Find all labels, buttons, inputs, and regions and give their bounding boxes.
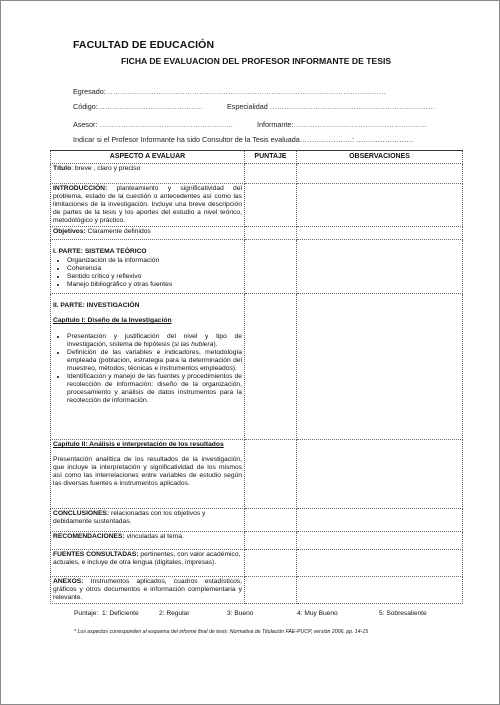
score-cell-anexos[interactable] xyxy=(245,577,297,604)
table-row-introduccion xyxy=(51,184,463,227)
egresado-label: Egresado: xyxy=(73,87,106,96)
list-item xyxy=(67,333,242,349)
especialidad-field xyxy=(227,102,435,111)
faculty-title: FACULTAD DE EDUCACIÓN xyxy=(73,39,215,51)
informante-dots: ……………………………………………….. xyxy=(293,120,427,129)
scale-item-1: 1: Deficiente xyxy=(102,610,139,617)
aspect-cell xyxy=(51,577,245,604)
header-aspecto: ASPECTO A EVALUAR xyxy=(51,151,245,164)
conclusiones-text: relacionadas con los objetivos y debidamente sustentadas. xyxy=(53,510,206,525)
cap2-text: Presentación analítica de los resultados de la investigación, que incluye la interpretación y significatividad de los mismos así como las interrelaciones entre variables de estudio según las diversas fuentes e instrumentos aplicados. xyxy=(53,456,242,487)
parte1-list xyxy=(53,257,242,289)
table-row-objetivos xyxy=(51,227,463,240)
codigo-label: Código: xyxy=(73,102,98,111)
recomendaciones-text: vinculadas al tema. xyxy=(124,533,184,540)
table-row-titulo xyxy=(51,164,463,184)
cap1-item1-text: Presentación y justificación del nivel y tipo de investigación, sistema de hipótesis ( xyxy=(67,333,242,348)
observation-cell-recomendaciones[interactable] xyxy=(297,532,463,550)
intro-label: INTRODUCCIÓN: xyxy=(53,185,108,192)
aspect-cell xyxy=(51,294,245,440)
aspect-cell xyxy=(51,240,245,294)
parte1-title: I. PARTE: SISTEMA TEÓRICO xyxy=(53,248,147,255)
observation-cell-conclusiones[interactable] xyxy=(297,509,463,532)
observation-cell-sistema-teorico[interactable] xyxy=(297,240,463,294)
evaluation-table xyxy=(50,150,463,604)
list-item: • Organización de la información xyxy=(67,257,242,265)
cap1-list xyxy=(53,333,242,405)
asesor-dots: ……………………………………………….. xyxy=(99,120,233,129)
observation-cell-anexos[interactable] xyxy=(297,577,463,604)
list-item: • Manejo bibliográfico y otras fuentes xyxy=(67,281,242,289)
aspect-cell xyxy=(51,550,245,577)
header-puntaje: PUNTAJE xyxy=(245,151,297,164)
consultor-question: Indicar si el Profesor Informante ha sido Consultor de la Tesis evaluada………………….: …………………… xyxy=(73,135,414,144)
footnote: * Los aspectos corresponden al esquema del informe final de tesis: Normativa de Titulación FAE-PUCP, versión 2006, pp. 14-15 xyxy=(74,629,369,635)
score-cell-recomendaciones[interactable] xyxy=(245,532,297,550)
score-cell-titulo[interactable] xyxy=(245,164,297,184)
scale-label: Puntaje: xyxy=(74,610,99,617)
score-cell-fuentes[interactable] xyxy=(245,550,297,577)
scale-item-3: 3: Bueno xyxy=(227,610,254,617)
scale-item-5: 5: Sobresaliente xyxy=(379,610,427,617)
cap2-title: Capítulo II: Análisis e interpretación de los resultados xyxy=(53,441,224,448)
egresado-field xyxy=(73,87,386,96)
table-row-conclusiones xyxy=(51,509,463,532)
fuentes-text: pertinentes, con valor académico, actuales, e incluye de otra lengua (digitales, impresas). xyxy=(53,551,241,566)
conclusiones-label: CONCLUSIONES: xyxy=(53,510,110,517)
intro-text: planteamiento y significatividad del problema, estado de la cuestión o antecedentes así como las limitaciones de la investigación. Incluye una breve descripción de partes de la tesis y los aportes del estudio a nivel teórico, metodológico y práctico. xyxy=(53,185,242,224)
observation-cell-titulo[interactable] xyxy=(297,164,463,184)
observation-cell-fuentes[interactable] xyxy=(297,550,463,577)
observation-cell-analisis[interactable] xyxy=(297,440,463,509)
fuentes-label: FUENTES CONSULTADAS: xyxy=(53,551,139,558)
observation-cell-objetivos[interactable] xyxy=(297,227,463,240)
table-row-recomendaciones xyxy=(51,532,463,550)
cap1-item1-end: ). xyxy=(213,341,218,348)
score-cell-sistema-teorico[interactable] xyxy=(245,240,297,294)
observation-cell-investigacion[interactable] xyxy=(297,294,463,440)
list-item: • Coherencia xyxy=(67,265,242,273)
informante-label: Informante: xyxy=(257,120,294,129)
scale-item-4: 4: Muy Bueno xyxy=(297,610,338,617)
asesor-field xyxy=(73,120,233,129)
table-row-sistema-teorico xyxy=(51,240,463,294)
anexos-label: ANEXOS: xyxy=(53,578,84,585)
header-observaciones: OBSERVACIONES xyxy=(297,151,463,164)
titulo-text: : breve , claro y preciso xyxy=(71,165,141,172)
table-row-fuentes xyxy=(51,550,463,577)
aspect-cell xyxy=(51,532,245,550)
objetivos-label: Objetivos: xyxy=(53,228,86,235)
aspect-cell xyxy=(51,164,245,184)
objetivos-text: Claramente definidos xyxy=(85,228,151,235)
especialidad-dots: …………………………………………………………… xyxy=(269,102,436,111)
especialidad-label: Especialidad xyxy=(227,102,268,111)
aspect-cell xyxy=(51,227,245,240)
codigo-dots: …………………………………….. xyxy=(97,102,203,111)
list-item: • Identificación y manejo de las fuentes y procedimientos de recolección de información: diseño de la organización, procesamiento y análisis de datos instrumentos para la recolección de información. xyxy=(67,373,242,405)
anexos-text: Instrumentos aplicados, cuadros estadísticos, gráficos y otros documentos e información complementaria y relevante. xyxy=(53,578,242,601)
aspect-cell xyxy=(51,509,245,532)
score-cell-conclusiones[interactable] xyxy=(245,509,297,532)
asesor-label: Asesor: xyxy=(73,120,98,129)
aspect-cell xyxy=(51,440,245,509)
score-cell-investigacion[interactable] xyxy=(245,294,297,440)
informante-field xyxy=(257,120,427,129)
cap1-title: Capítulo I: Diseño de la Investigación xyxy=(53,317,172,324)
cap1-item1-italic: si las hubiera xyxy=(174,341,214,348)
observation-cell-introduccion[interactable] xyxy=(297,184,463,227)
list-item: • Definición de las variables e indicadores, metodología empleada (población, estrategia para la determinación del muestreo, métodos, técnicas e instrumentos empleados). xyxy=(67,349,242,373)
table-row-investigacion xyxy=(51,294,463,440)
parte2-title: II. PARTE: INVESTIGACIÓN xyxy=(53,302,140,309)
table-header-row xyxy=(51,151,463,164)
codigo-field xyxy=(73,102,202,111)
egresado-dots: ……………………………………………………………………………………………………… xyxy=(105,87,387,96)
score-cell-objetivos[interactable] xyxy=(245,227,297,240)
score-cell-analisis[interactable] xyxy=(245,440,297,509)
aspect-cell xyxy=(51,184,245,227)
form-title: FICHA DE EVALUACION DEL PROFESOR INFORMANTE DE TESIS xyxy=(121,56,392,66)
titulo-label: Título xyxy=(53,165,72,172)
scale-item-2: 2: Regular xyxy=(159,610,190,617)
score-cell-introduccion[interactable] xyxy=(245,184,297,227)
list-item: • Sentido crítico y reflexivo xyxy=(67,273,242,281)
recomendaciones-label: RECOMENDACIONES: xyxy=(53,533,125,540)
table-row-analisis xyxy=(51,440,463,509)
table-row-anexos xyxy=(51,577,463,604)
